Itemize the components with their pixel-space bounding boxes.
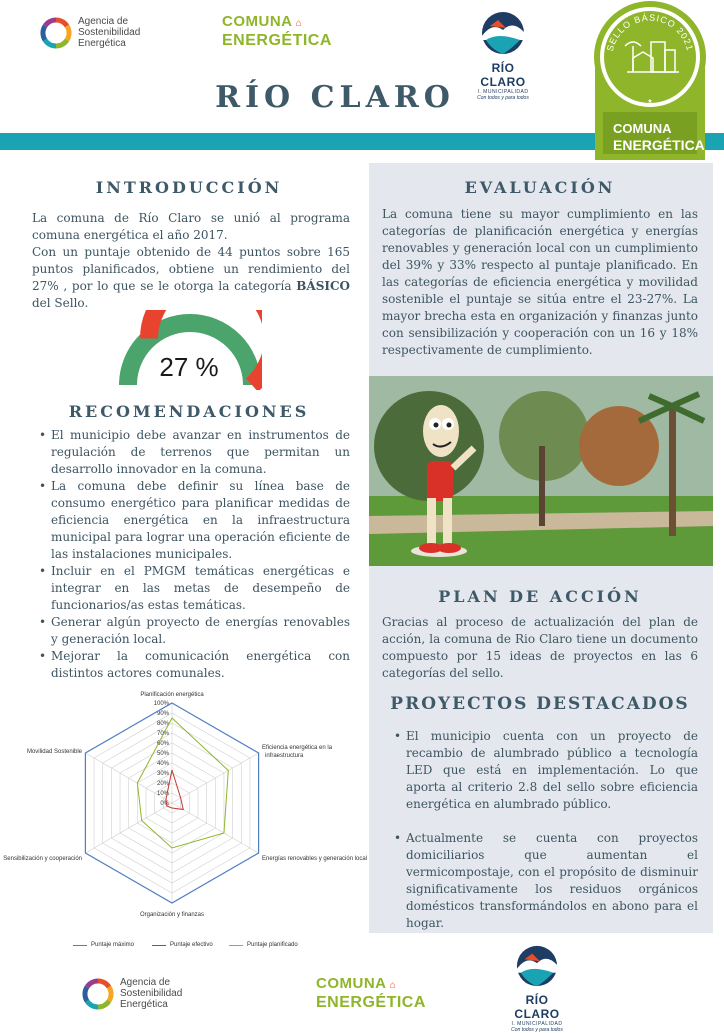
recommendations-list [37,427,350,682]
footer-ase-line1: Agencia de [120,977,171,988]
radar-tick-label: 100% [153,701,169,707]
rio-claro-logo-name: RÍO CLARO [480,61,526,89]
recommendation-item: • Generar algún proyecto de energías renovables y generación local. [37,614,350,648]
legend-label-effective: Puntaje efectivo [170,942,213,948]
star-icon: ★ [647,98,653,105]
radar-axis-label: Eficiencia energética en la infraestructura [262,745,333,759]
ase-line1: Agencia de [78,16,129,27]
radar-tick-label: 80% [156,721,169,727]
radar-tick-label: 20% [156,781,169,787]
radar-tick-label: 70% [156,731,169,737]
seal-arc-text: SELLO BÁSICO 2021 [604,12,696,53]
intro-p2 [32,244,350,312]
seal-line1: COMUNA [613,121,672,136]
radar-tick-label: 0% [160,801,169,807]
intro-category: BÁSICO [296,279,350,293]
rio-claro-emblem-icon [480,10,526,56]
gauge-value: 27 % [159,352,219,382]
recommendation-item: • La comuna debe definir su línea base de consumo energético para planificar medidas de eficiencia energética en la infraestructura municipal para lograr una operación eficiente de las instalaciones municipales. [37,478,350,563]
intro-heading: INTRODUCCIÓN [95,178,283,197]
recommendations-heading: RECOMENDACIONES [68,402,310,421]
radar-chart [0,686,368,936]
legend-item-planned [229,942,298,948]
intro-p2-before: Con un puntaje obtenido de 44 puntos sobre 165 puntos planificados, obtiene un rendimiento del 27% , por lo que se le otorga la categoría [32,245,350,293]
footer-rio-claro-emblem-icon [515,944,559,988]
evaluation-heading: EVALUACIÓN [464,178,616,197]
radar-tick-label: 30% [156,771,169,777]
footer-ase-line2: Sostenibilidad [120,988,183,999]
ase-sun-icon [40,17,72,49]
comuna-energetica-logo [222,13,332,49]
legend-item-max [73,942,134,948]
projects-heading: PROYECTOS DESTACADOS [390,694,690,714]
footer-ce-line2: ENERGÉTICA [316,994,426,1011]
footer-ce-line1: COMUNA [316,975,387,992]
radar-axis-label: Energías renovables y generación local [262,856,368,862]
intro-text [32,210,350,312]
footer-rio-claro-tag: Con todos y para todos [511,1027,563,1033]
footer-rio-claro-logo [502,944,572,1033]
evaluation-text: La comuna tiene su mayor cumplimiento en las categorías de planificación energética y energías renovables y generación local con un cumplimiento del 39% y 33% respecto al puntaje planificado. En las categorías de eficiencia energética y movilidad sostenible el puntaje se sitúa entre el 23-27%. La mayor brecha esta en organización y finanzas junto con sensibilización y cooperación con un 16 y 18% respectivamente de cumplimiento. [382,207,698,357]
seal-label [613,120,705,154]
radar-axis-label: Planificación energética [140,692,204,698]
recommendation-item: • El municipio debe avanzar en instrumentos de regulación de terrenos que permitan un desarrollo innovador en la comuna. [37,427,350,478]
radar-tick-label: 40% [156,761,169,767]
legend-item-effective [152,942,213,948]
recommendation-item: • Incluir en el PMGM temáticas energéticas e integrar en las metas de desempeño de funcionarios/as estas temáticas. [37,563,350,614]
ce-line2: ENERGÉTICA [222,32,332,49]
radar-axis-label: Organización y finanzas [139,912,205,918]
ase-line3: Energética [78,38,126,49]
plaza-photo [369,376,713,566]
legend-label-max: Puntaje máximo [91,942,135,948]
footer-rio-claro-sub: I. MUNICIPALIDAD [511,1021,563,1027]
ce-line1: COMUNA [222,13,293,30]
projects-list [392,728,698,932]
project-item: • Actualmente se cuenta con proyectos domiciliarios que aumentan el vermicompostaje, con el propósito de disminuir significativamente los residuos orgánicos domésticos transformándolos en abono para el hogar. [392,830,698,932]
intro-p1: La comuna de Río Claro se unió al programa comuna energética el año 2017. [32,211,350,242]
ase-line2: Sostenibilidad [78,27,141,38]
footer-house-icon: ⌂ [386,980,397,991]
radar-axis-label: Movilidad Sostenible [26,749,82,755]
radar-tick-label: 50% [156,751,169,757]
radar-tick-label: 10% [156,791,169,797]
footer-rio-claro-name: RÍO CLARO [514,993,560,1021]
rio-claro-logo-sub: I. MUNICIPALIDAD [477,89,529,95]
house-icon: ⌂ [292,18,303,29]
footer-ase-logo [82,977,182,1010]
seal-line2: ENERGÉTICA [613,137,705,153]
ase-logo [40,16,140,49]
page-title: RÍO CLARO [215,80,455,115]
intro-p2-after: del Sello. [32,296,89,310]
radar-tick-label: 90% [156,711,169,717]
footer-comuna-energetica-logo [316,975,426,1011]
footer-ase-line3: Energética [120,999,168,1010]
legend-label-planned: Puntaje planificado [247,942,298,948]
action-plan-heading: PLAN DE ACCIÓN [438,587,642,606]
action-plan-text: Gracias al proceso de actualización del plan de acción, la comuna de Rio Claro tiene un documento compuesto por 15 ideas de proyectos en las 6 categorías del sello. [382,615,698,680]
footer-ase-sun-icon [82,978,114,1010]
rio-claro-logo-tag: Con todos y para todos [477,95,529,101]
radar-axis-label: Sensibilización y cooperación [3,856,82,862]
radar-tick-label: 60% [156,741,169,747]
recommendation-item: • Mejorar la comunicación energética con distintos actores comunales. [37,648,350,682]
sello-badge [593,0,707,160]
project-item: • El municipio cuenta con un proyecto de recambio de alumbrado público a tecnología LED que está en implementación. Lo que aporta al criterio 2.8 del sello sobre eficiencia energética en alumbrado público. [392,728,698,813]
